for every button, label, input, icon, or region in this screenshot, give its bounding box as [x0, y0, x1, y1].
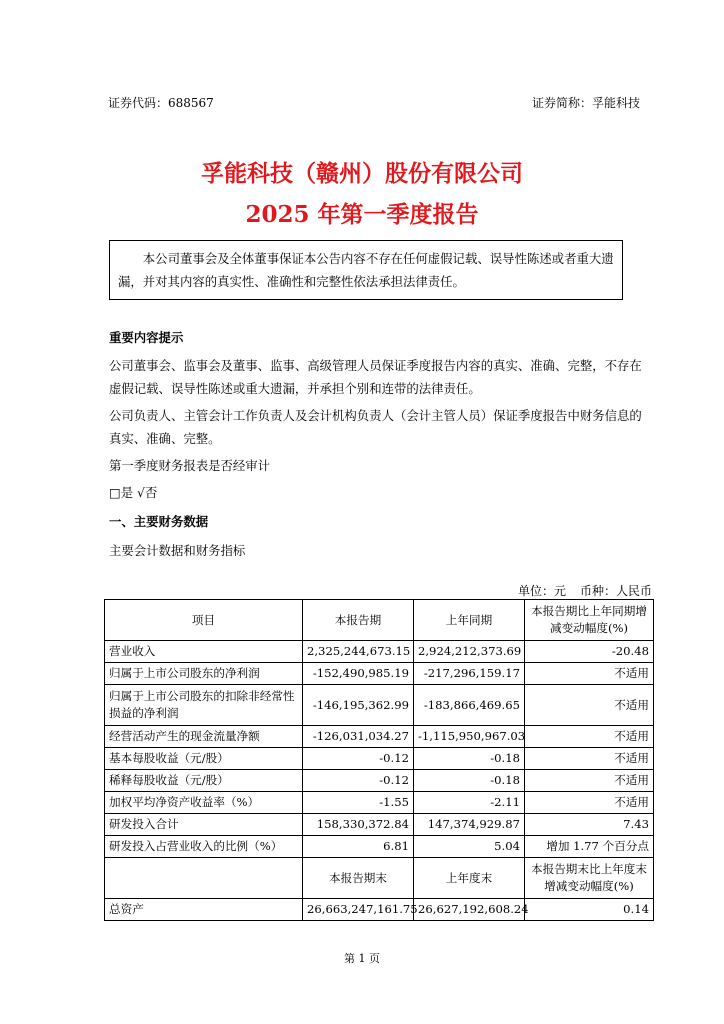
table-cell: 总资产 [105, 899, 303, 921]
table-header-cell [105, 858, 303, 899]
table-row [105, 899, 654, 921]
stock-code: 证券代码：688567 [108, 96, 214, 110]
table-cell: 不适用 [525, 663, 654, 685]
table-cell: -0.18 [414, 770, 525, 792]
table-cell: 158,330,372.84 [303, 814, 414, 836]
table-row [105, 685, 654, 726]
table-cell: 不适用 [525, 792, 654, 814]
table-cell: -0.18 [414, 748, 525, 770]
page-number: 第 1 页 [344, 952, 380, 965]
table-cell: 加权平均净资产收益率（%） [105, 792, 303, 814]
table-cell: 26,627,192,608.24 [414, 899, 525, 921]
table-row [105, 792, 654, 814]
table-cell: -126,031,034.27 [303, 726, 414, 748]
table-cell: 增加 1.77 个百分点 [525, 836, 654, 858]
section-subheading: 主要会计数据和财务指标 [109, 543, 246, 558]
important-para-2: 公司负责人、主管会计工作负责人及会计机构负责人（会计主管人员）保证季度报告中财务信息的真实、准确、完整。 [109, 408, 642, 446]
table-cell: 归属于上市公司股东的净利润 [105, 663, 303, 685]
table-cell: 稀释每股收益（元/股） [105, 770, 303, 792]
table-cell: -0.12 [303, 748, 414, 770]
stock-abbreviation: 证券简称：孚能科技 [531, 96, 640, 110]
table-row [105, 726, 654, 748]
audit-answer: □是 √否 [109, 485, 158, 500]
important-para-1: 公司董事会、监事会及董事、监事、高级管理人员保证季度报告内容的真实、准确、完整，不存在虚假记载、误导性陈述或重大遗漏，并承担个别和连带的法律责任。 [109, 358, 642, 396]
currency-label: 币种：人民币 [579, 584, 652, 598]
table-cell: 营业收入 [105, 641, 303, 663]
table-row [105, 663, 654, 685]
table-cell: 不适用 [525, 685, 654, 726]
section-heading: 一、主要财务数据 [109, 514, 209, 529]
table-cell: 147,374,929.87 [414, 814, 525, 836]
board-notice-text: 本公司董事会及全体董事保证本公告内容不存在任何虚假记载、误导性陈述或者重大遗漏，并对其内容的真实性、准确性和完整性依法承担法律责任。 [118, 251, 614, 289]
table-row [105, 814, 654, 836]
table-cell: -146,195,362.99 [303, 685, 414, 726]
table-header-row [105, 858, 654, 899]
table-cell: -0.12 [303, 770, 414, 792]
table-cell: 基本每股收益（元/股） [105, 748, 303, 770]
table-cell: -1,115,950,967.03 [414, 726, 525, 748]
table-cell: 经营活动产生的现金流量净额 [105, 726, 303, 748]
table-row [105, 770, 654, 792]
table-cell: -2.11 [414, 792, 525, 814]
table-cell: -152,490,985.19 [303, 663, 414, 685]
table-cell: 不适用 [525, 726, 654, 748]
table-header-cell: 上年同期 [414, 600, 525, 641]
table-cell: 2,325,244,673.15 [303, 641, 414, 663]
table-cell: 0.14 [525, 899, 654, 921]
table-header-cell: 本报告期比上年同期增减变动幅度(%) [525, 600, 654, 641]
unit-label: 单位：元 [517, 584, 566, 598]
financial-data-table [104, 599, 654, 921]
table-header-cell: 本报告期末 [303, 858, 414, 899]
table-row [105, 836, 654, 858]
table-cell: 归属于上市公司股东的扣除非经常性损益的净利润 [105, 685, 303, 726]
important-section [109, 326, 649, 562]
table-cell: 6.81 [303, 836, 414, 858]
table-header-cell: 本报告期 [303, 600, 414, 641]
table-header-row [105, 600, 654, 641]
table-cell: 26,663,247,161.75 [303, 899, 414, 921]
table-cell: 研发投入合计 [105, 814, 303, 836]
table-cell: 7.43 [525, 814, 654, 836]
table-cell: 不适用 [525, 770, 654, 792]
table-cell: -1.55 [303, 792, 414, 814]
table-cell: -183,866,469.65 [414, 685, 525, 726]
board-notice-box [109, 240, 623, 300]
table-cell: 研发投入占营业收入的比例（%） [105, 836, 303, 858]
table-cell: -217,296,159.17 [414, 663, 525, 685]
table-header-cell: 上年度末 [414, 858, 525, 899]
table-row [105, 641, 654, 663]
table-header-cell: 项目 [105, 600, 303, 641]
important-heading: 重要内容提示 [109, 330, 184, 345]
table-cell: 不适用 [525, 748, 654, 770]
table-header-cell: 本报告期末比上年度末增减变动幅度(%) [525, 858, 654, 899]
unit-line [504, 582, 652, 599]
table-row [105, 748, 654, 770]
report-title: 2025 年第一季度报告 [245, 201, 479, 228]
table-cell: -20.48 [525, 641, 654, 663]
table-cell: 2,924,212,373.69 [414, 641, 525, 663]
audit-question: 第一季度财务报表是否经审计 [109, 458, 271, 473]
company-title: 孚能科技（赣州）股份有限公司 [201, 160, 523, 187]
table-cell: 5.04 [414, 836, 525, 858]
